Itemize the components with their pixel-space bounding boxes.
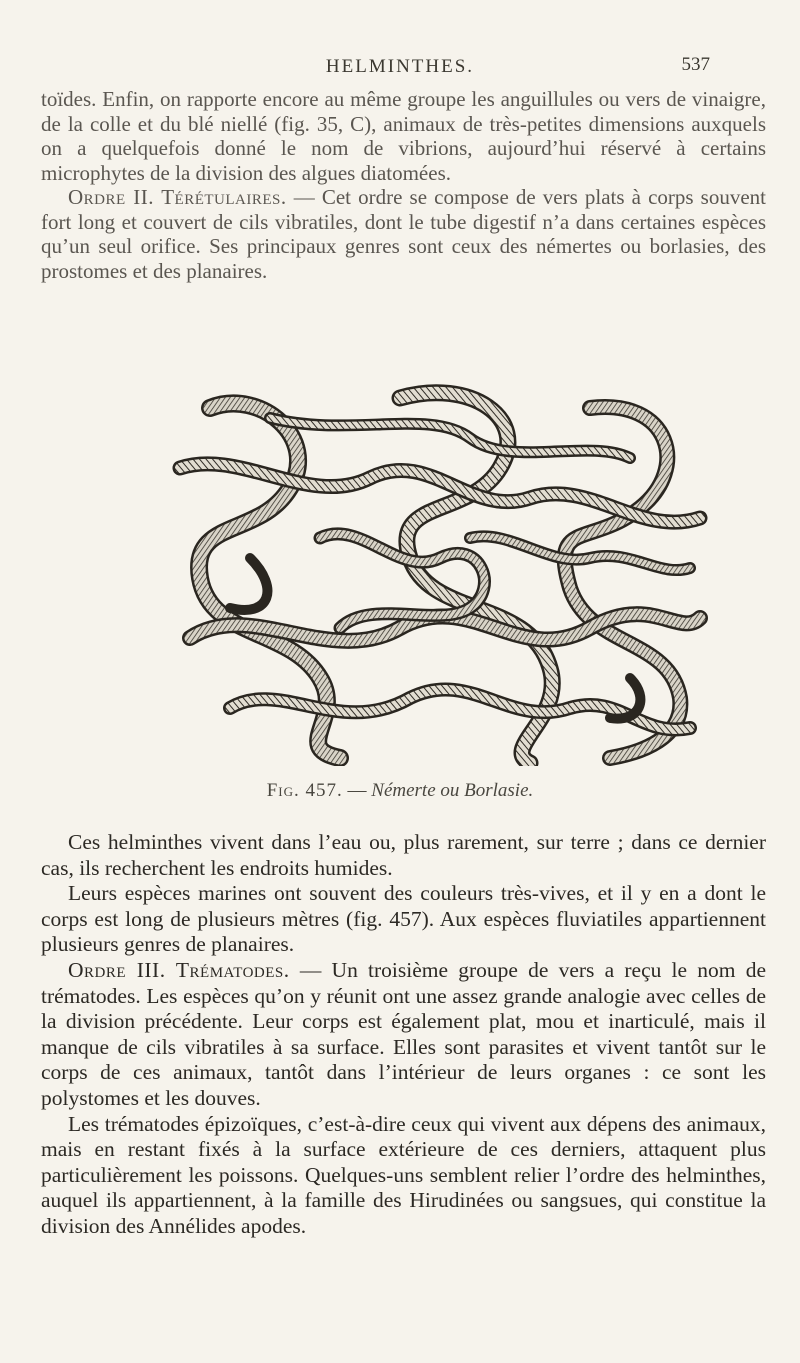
running-title: HELMINTHES. — [325, 56, 475, 77]
paragraph-epizoic: Les trématodes épizoïques, c’est-à-dire ceux qui vivent aux dépens des animaux, mais en restant fixés à la surface extérieure de ces derniers, attaquent plus particulièrement les poissons. Quelques-uns semblent relier l’ordre des helminthes, auquel ils appartiennent, à la famille des Hirudinées ou sangsues, qui constitue la division des Annélides apodes. — [41, 1111, 766, 1238]
nemerte-engraving — [170, 378, 710, 766]
paragraph-habitat: Ces helminthes vivent dans l’eau ou, plus rarement, sur terre ; dans ce dernier cas, ils recherchent les endroits humides. — [41, 830, 766, 880]
nemerte-illustration — [170, 378, 710, 766]
page-number: 537 — [681, 54, 710, 75]
paragraph-ordre-ii-body: — Cet ordre se compose de vers plats à corps souvent fort long et couvert de cils vibratiles, dont le tube digestif n’a dans certaines espèces qu’un seul orifice. Ses principaux genres sont ceux des némertes ou borlasies, des prostomes et des planaires. — [41, 185, 766, 283]
paragraph-ordre-iii-body: — Un troisième groupe de vers a reçu le nom de trématodes. Les espèces qu’on y réunit ont une assez grande analogie avec celles de la division précédente. Leur corps est également plat, mou et inarticulé, mais il manque de cils vibratiles à sa surface. Elles sont parasites et vivent tantôt sur le corps de ces animaux, tantôt dans l’intérieur de leurs organes : ce sont les polystomes et les douves. — [41, 957, 766, 1110]
text-block-bottom — [41, 830, 766, 1240]
text-block-top — [41, 87, 766, 283]
running-head — [0, 56, 800, 82]
paragraph-marine-species: Leurs espèces marines ont souvent des couleurs très-vives, et il y en a dont le corps est long de plusieurs mètres (fig. 457). Aux espèces fluviatiles appartiennent plusieurs genres de planaires. — [41, 881, 766, 957]
section-heading-ordre-ii: Ordre II. Térétulaires. — [68, 185, 287, 209]
figure-number: Fig. 457. — [266, 780, 343, 801]
paragraph-ordre-iii — [41, 958, 766, 1112]
section-heading-ordre-iii: Ordre III. Trématodes. — [68, 957, 290, 982]
figure-caption — [0, 780, 800, 802]
caption-dash: — — [342, 780, 372, 801]
paragraph-ordre-ii — [41, 185, 766, 283]
paragraph-anguillules: toïdes. Enfin, on rapporte encore au même groupe les anguillules ou vers de vinaigre, de la colle et du blé niellé (fig. 35, C), animaux de très-petites dimensions auxquels on a quelquefois donné le nom de vibrions, aujourd’hui réservé à certains microphytes de la division des algues diatomées. — [41, 87, 766, 185]
figure-title: Némerte ou Borlasie. — [371, 780, 534, 801]
